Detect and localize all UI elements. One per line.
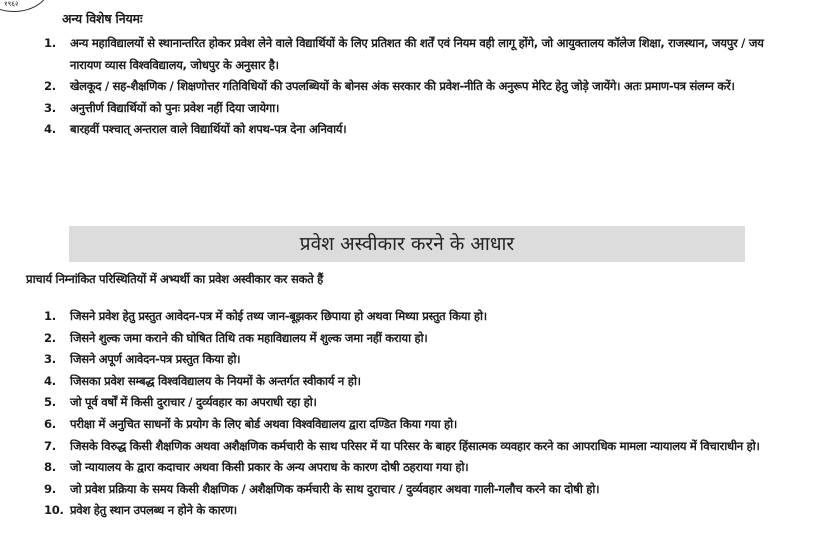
ground-number: 7. <box>44 438 56 453</box>
rule-number: 2. <box>44 79 56 93</box>
ground-text: जिसने प्रवेश हेतु प्रस्तुत आवेदन-पत्र में कोई तथ्य जान-बूझकर छिपाया हो अथवा मिथ्या प्रस्तुत किया हो। <box>70 309 487 323</box>
rule-text: बारहवीं पश्चात् अन्तराल वाले विद्यार्थियों को शपथ-पत्र देना अनिवार्य। <box>70 122 347 136</box>
ground-number: 3. <box>44 352 56 367</box>
ground-item <box>36 349 796 371</box>
ground-item <box>36 392 796 414</box>
ground-item <box>36 479 796 501</box>
ground-text: जो पूर्व वर्षों में किसी दुराचार / दुर्व्यवहार का अपराधी रहा हो। <box>70 395 317 410</box>
special-rules-list <box>36 33 796 141</box>
ground-number: 8. <box>44 460 56 475</box>
ground-number: 4. <box>44 373 56 388</box>
college-seal <box>0 0 50 12</box>
rule-item <box>36 76 796 98</box>
ground-text: जो न्यायालय के द्वारा कदाचार अथवा किसी प्रकार के अन्य अपराध के कारण दोषी ठहराया गया हो। <box>70 460 469 475</box>
seal-year-text: १९६२ <box>4 0 19 8</box>
rule-text: खेलकूद / सह-शैक्षणिक / शिक्षणोत्तर गतिविधियों की उपलब्धियों के बोनस अंक सरकार की प्रवेश-नीति के अनुरूप मेरिट हेतु जोड़े जायेंगे। अतः प्रमाण-पत्र संलग्न करें। <box>70 79 735 93</box>
ground-text: जिसने अपूर्ण आवेदन-पत्र प्रस्तुत किया हो। <box>70 352 241 367</box>
ground-number: 2. <box>44 330 56 345</box>
ground-text: जिसका प्रवेश सम्बद्ध विश्वविद्यालय के नियमों के अन्तर्गत स्वीकार्य न हो। <box>70 373 361 388</box>
rule-text: अन्य महाविद्यालयों से स्थानान्तरित होकर प्रवेश लेने वाले विद्यार्थियों के लिए प्रतिशत की शर्तें एवं नियम वही लागू होंगे, जो आयुक्तालय कॉलेज शिक्षा, राजस्थान, जयपुर / जय नारायण व्यास विश्वविद्यालय, जोधपुर के अनुसार है। <box>70 36 764 72</box>
ground-number: 1. <box>44 309 56 323</box>
ground-item <box>36 414 796 436</box>
ground-item <box>36 436 796 458</box>
ground-number: 9. <box>44 481 56 496</box>
ground-item <box>36 306 796 328</box>
ground-text: जिसने शुल्क जमा कराने की घोषित तिथि तक महाविद्यालय में शुल्क जमा नहीं कराया हो। <box>70 330 428 345</box>
ground-text: परीक्षा में अनुचित साधनों के प्रयोग के लिए बोर्ड अथवा विश्वविद्यालय द्वारा दण्डित किया गया हो। <box>70 416 457 431</box>
ground-number: 10. <box>44 503 64 518</box>
rule-number: 4. <box>44 122 56 136</box>
ground-item <box>36 371 796 393</box>
rejection-intro: प्राचार्य निम्नांकित परिस्थितियों में अभ्यर्थी का प्रवेश अस्वीकार कर सकते हैं <box>26 272 324 286</box>
ground-number: 5. <box>44 395 56 410</box>
ground-item <box>36 500 796 522</box>
rule-item <box>36 33 796 76</box>
rejection-title-band <box>69 226 745 262</box>
ground-item <box>36 457 796 479</box>
ground-text: जो प्रवेश प्रक्रिया के समय किसी शैक्षणिक / अशैक्षणिक कर्मचारी के साथ दुराचार / दुर्व्यवहार अथवा गाली-गलौच करने का दोषी हो। <box>70 481 600 496</box>
ground-text: प्रवेश हेतु स्थान उपलब्ध न होने के कारण। <box>70 503 237 518</box>
ground-item <box>36 328 796 350</box>
rule-item <box>36 119 796 141</box>
rule-item <box>36 98 796 120</box>
rejection-title: प्रवेश अस्वीकार करने के आधार <box>299 233 515 255</box>
rule-number: 1. <box>44 36 56 50</box>
rejection-grounds-list <box>36 306 796 522</box>
ground-text: जिसके विरुद्ध किसी शैक्षणिक अथवा अशैक्षणिक कर्मचारी के साथ परिसर में या परिसर के बाहर हिंसात्मक व्यवहार करने का आपराधिक मामला न्यायालय में विचाराधीन हो। <box>70 438 760 453</box>
rule-text: अनुत्तीर्ण विद्यार्थियों को पुनः प्रवेश नहीं दिया जायेगा। <box>70 100 280 115</box>
rule-number: 3. <box>44 100 56 115</box>
special-rules-heading: अन्य विशेष नियमः <box>62 11 143 26</box>
ground-number: 6. <box>44 416 56 431</box>
